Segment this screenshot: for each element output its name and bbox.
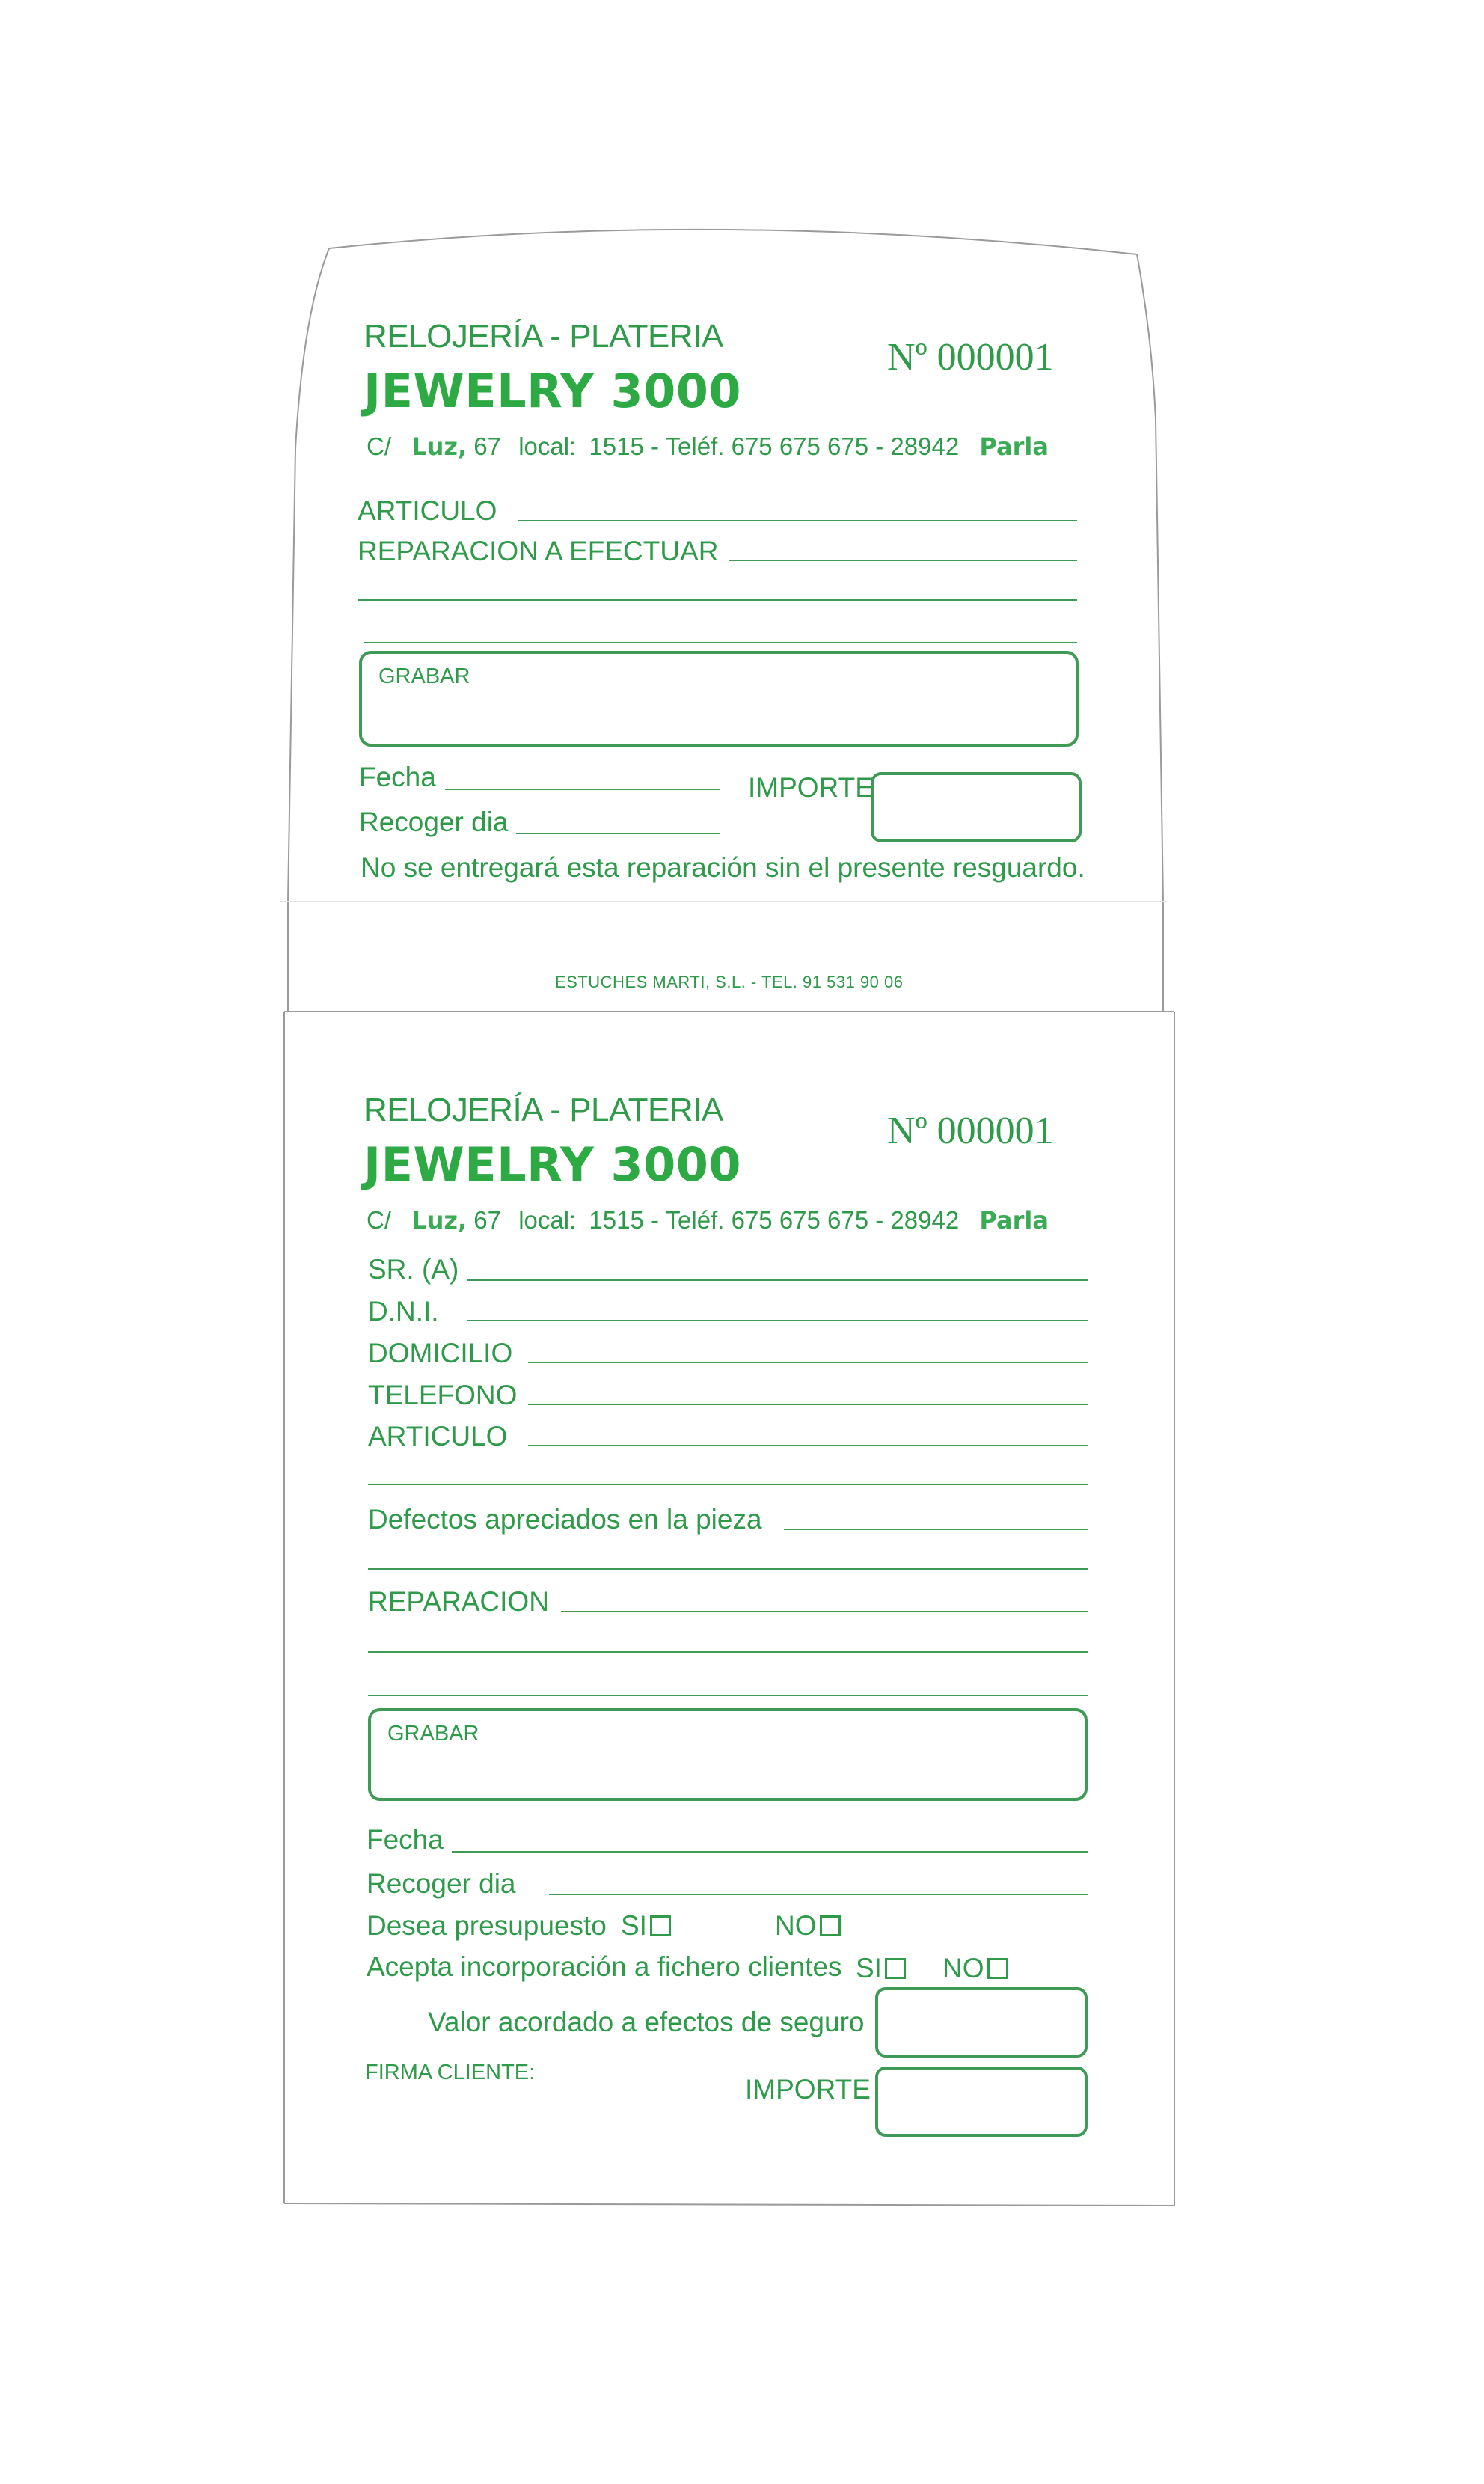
presupuesto-no-option[interactable] <box>775 1912 841 1939</box>
recoger-label: Recoger dia <box>367 1868 516 1899</box>
reparacion-line-2[interactable] <box>358 599 1077 601</box>
importe-box[interactable] <box>871 772 1082 842</box>
si-label: SI <box>621 1910 647 1941</box>
domicilio-line[interactable] <box>528 1362 1088 1363</box>
dni-label: D.N.I. <box>368 1296 439 1327</box>
reparacion-line-3[interactable] <box>364 642 1077 643</box>
address-c: C/ <box>367 432 391 460</box>
reparacion-line[interactable] <box>561 1611 1088 1612</box>
grabar-box[interactable] <box>359 651 1079 747</box>
address-street-no: 67 <box>473 432 502 460</box>
defectos-label: Defectos apreciados en la pieza <box>368 1504 762 1535</box>
domicilio-label: DOMICILIO <box>368 1338 513 1368</box>
reparacion-label: REPARACION <box>368 1586 549 1617</box>
si-checkbox[interactable] <box>885 1958 906 1979</box>
no-checkbox[interactable] <box>987 1958 1008 1979</box>
no-label: NO <box>775 1910 817 1941</box>
address-street: Luz, <box>411 1206 467 1235</box>
address-c: C/ <box>367 1206 391 1234</box>
reparacion-line-3[interactable] <box>368 1695 1088 1696</box>
fecha-label: Fecha <box>367 1824 444 1855</box>
header-title: RELOJERÍA - PLATERIA <box>364 318 723 355</box>
receipt-number: Nº 000001 <box>887 1110 1054 1152</box>
address-local-label: local: <box>518 432 577 460</box>
address-city: Parla <box>979 432 1049 461</box>
fecha-line[interactable] <box>445 789 720 790</box>
address-street-no: 67 <box>473 1206 502 1234</box>
presupuesto-si-option[interactable] <box>621 1912 671 1939</box>
address-line <box>367 434 1049 459</box>
defectos-line[interactable] <box>784 1529 1088 1530</box>
fichero-no-option[interactable] <box>942 1954 1008 1982</box>
address-local-label: local: <box>518 1206 577 1234</box>
articulo-label: ARTICULO <box>368 1421 508 1451</box>
address-city: Parla <box>979 1206 1049 1235</box>
articulo-label: ARTICULO <box>358 495 497 526</box>
articulo-line-2[interactable] <box>368 1484 1088 1485</box>
valor-label: Valor acordado a efectos de seguro <box>428 2007 865 2037</box>
fichero-si-option[interactable] <box>856 1954 906 1982</box>
dni-line[interactable] <box>467 1320 1088 1321</box>
reparacion-line[interactable] <box>729 560 1077 561</box>
fecha-label: Fecha <box>359 762 436 792</box>
grabar-label: GRABAR <box>378 664 470 688</box>
reparacion-line-2[interactable] <box>368 1651 1088 1653</box>
recoger-line[interactable] <box>516 833 720 834</box>
valor-box[interactable] <box>875 1987 1088 2058</box>
importe-box[interactable] <box>875 2067 1088 2137</box>
importe-label: IMPORTE <box>748 772 874 803</box>
importe-label: IMPORTE <box>745 2074 871 2105</box>
recoger-label: Recoger dia <box>359 807 509 837</box>
si-checkbox[interactable] <box>650 1915 671 1936</box>
articulo-line[interactable] <box>518 520 1077 521</box>
brand-name: JEWELRY 3000 <box>364 1137 742 1192</box>
firma-label: FIRMA CLIENTE: <box>365 2061 536 2084</box>
address-street: Luz, <box>411 432 467 461</box>
fecha-line[interactable] <box>452 1851 1088 1853</box>
no-label: NO <box>942 1953 984 1983</box>
fichero-label: Acepta incorporación a fichero clientes <box>367 1951 842 1982</box>
sr-label: SR. (A) <box>368 1254 459 1285</box>
header-title: RELOJERÍA - PLATERIA <box>364 1092 723 1128</box>
receipt-number: Nº 000001 <box>887 336 1054 379</box>
telefono-label: TELEFONO <box>368 1380 518 1410</box>
sr-line[interactable] <box>467 1279 1088 1281</box>
brand-name: JEWELRY 3000 <box>364 364 742 418</box>
grabar-box[interactable] <box>368 1708 1088 1801</box>
grabar-label: GRABAR <box>387 1722 479 1746</box>
delivery-note: No se entregará esta reparación sin el presente resguardo. <box>361 852 1085 883</box>
si-label: SI <box>856 1953 882 1983</box>
telefono-line[interactable] <box>528 1404 1088 1405</box>
articulo-line[interactable] <box>528 1445 1088 1446</box>
presupuesto-label: Desea presupuesto <box>367 1910 607 1941</box>
reparacion-label: REPARACION A EFECTUAR <box>358 536 719 566</box>
address-local-rest: 1515 - Teléf. 675 675 675 - 28942 <box>589 1206 960 1234</box>
address-line <box>367 1206 1049 1235</box>
defectos-line-2[interactable] <box>368 1568 1088 1570</box>
no-checkbox[interactable] <box>820 1915 841 1936</box>
footer-credit: ESTUCHES MARTI, S.L. - TEL. 91 531 90 06 <box>555 973 904 991</box>
recoger-line[interactable] <box>549 1894 1088 1895</box>
address-local-rest: 1515 - Teléf. 675 675 675 - 28942 <box>589 432 960 460</box>
